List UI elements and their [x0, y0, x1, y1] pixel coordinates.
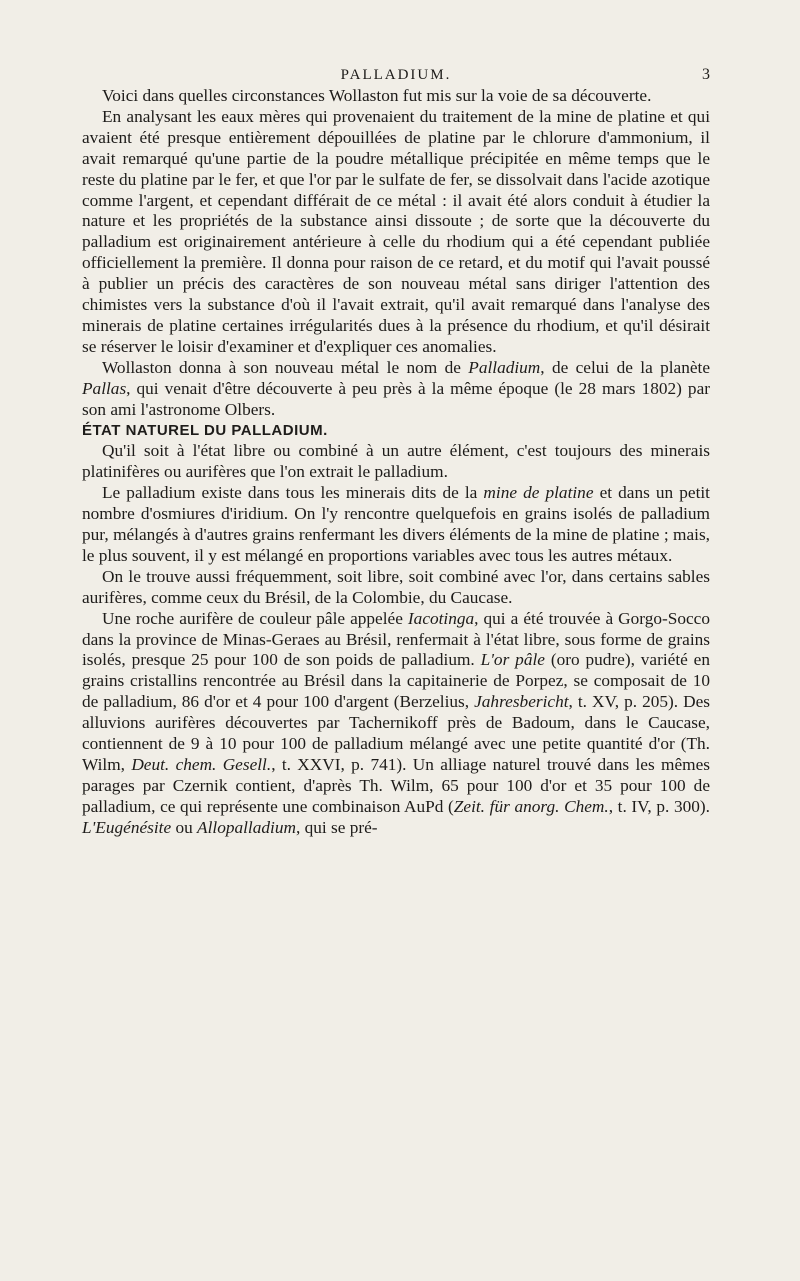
italic-run: L'Eugénésite [82, 817, 172, 837]
text-run: Voici dans quelles circonstances Wollaston fut mis sur la voie de sa découverte. [102, 86, 652, 105]
italic-run: mine de platine [483, 483, 594, 503]
text-run: , de celui de la planète [540, 357, 710, 377]
text-run: On le trouve aussi fréquemment, soit libre, soit combiné avec l'or, dans certains sables aurifères, comme ceux du Brésil, de la Colombie, du Caucase. [82, 566, 710, 607]
text-run: (oro pudre), variété en grains cristallins rencontrée au Brésil dans la capitainerie de Porpez, se composait de 10 de palladium, 86 d'or et 4 pour 100 d'argent (Berzelius, [82, 650, 710, 712]
text-run: Wollaston donna à son nouveau métal le nom de [102, 357, 469, 377]
text-run: et dans un petit nombre d'osmiures d'iridium. On l'y rencontre quelquefois en grains isolés de palladium pur, mélangés à d'autres grains renfermant les divers éléments de la mine de platine ; mais, le plus souvent, il y est mélangé en proportions variables avec tous les autres métaux. [82, 483, 710, 565]
paragraph [82, 441, 710, 483]
italic-run: Jahresbericht [474, 692, 569, 712]
paragraph [82, 483, 710, 567]
text-run: , qui se pré- [295, 817, 378, 837]
italic-run: Pallas [82, 378, 127, 398]
italic-run: Palladium [468, 357, 541, 377]
italic-run: L'or pâle [480, 650, 545, 670]
text-run: , t. IV, p. 300). [608, 796, 711, 816]
italic-run: Deut. chem. Gesell. [131, 755, 272, 774]
paragraph [82, 107, 710, 358]
page-number: 3 [702, 66, 710, 83]
italic-run: Iacotinga [407, 608, 475, 628]
paragraph [82, 567, 710, 609]
text-run: , t. XXVI, p. 741). Un alliage naturel trouvé dans les mêmes parages par Czernik contient, d'après Th. Wilm, 65 pour 100 d'or et 35 pour 100 de palladium, ce qui représente une combinaison AuPd ( [82, 755, 710, 816]
text-run: , qui venait d'être découverte à peu près à la même époque (le 28 mars 1802) par son ami l'astronome Olbers. [82, 378, 710, 419]
paragraph [82, 86, 710, 107]
running-header [82, 58, 710, 84]
text-run: Le palladium existe dans tous les minerais dits de la [102, 483, 484, 503]
italic-run: Allopalladium [197, 817, 296, 837]
italic-run: Zeit. für anorg. Chem. [453, 796, 609, 816]
body-text [82, 86, 710, 839]
text-run: Qu'il soit à l'état libre ou combiné à un autre élément, c'est toujours des minerais platinifères ou aurifères que l'on extrait le palladium. [82, 441, 710, 482]
paragraph [82, 609, 710, 839]
text-run: Une roche aurifère de couleur pâle appelée [102, 608, 408, 628]
text-run: , qui a été trouvée à Gorgo-Socco dans la province de Minas-Geraes au Brésil, renfermait à l'état libre, sous forme de grains isolés, presque 25 pour 100 de son poids de palladium. [82, 608, 710, 670]
section-title: ÉTAT NATUREL DU PALLADIUM. [82, 421, 328, 439]
running-title: PALLADIUM. [340, 67, 452, 83]
paragraph [82, 358, 710, 421]
text-run: En analysant les eaux mères qui provenaient du traitement de la mine de platine et qui avaient été presque entièrement dépouillées de platine par le chlorure d'ammonium, il avait remarqué qu'une partie de la poudre métallique précipitée en même temps que le reste du platine par le fer, et que l'or par le sulfate de fer, se dissolvait dans l'acide azotique comme l'argent, et cependant différait de ce métal : il avait été alors conduit à étudier la nature et les propriétés de la substance ainsi dissoute ; de sorte que la découverte du palladium est originairement antérieure à celle du rhodium qui a été cependant publiée officiellement la première. Il donna pour raison de ce retard, et du motif qui l'avait poussé à publier un précis des caractères de son nouveau métal sans diriger l'attention des chimistes vers la substance d'où il l'avait extrait, qu'il avait remarqué dans l'analyse des minerais de platine certaines irrégularités dues à la présence du rhodium, et qu'il désirait se réserver le loisir d'examiner et d'expliquer ces anomalies. [82, 106, 710, 356]
text-run: ou [171, 817, 198, 837]
text-run: , t. XV, p. 205). Des alluvions aurifères découvertes par Tachernikoff près de Badoum, dans le Caucase, contiennent de 9 à 10 pour 100 de palladium mélangé avec une petite quantité d'or (Th. Wilm, [82, 692, 710, 774]
